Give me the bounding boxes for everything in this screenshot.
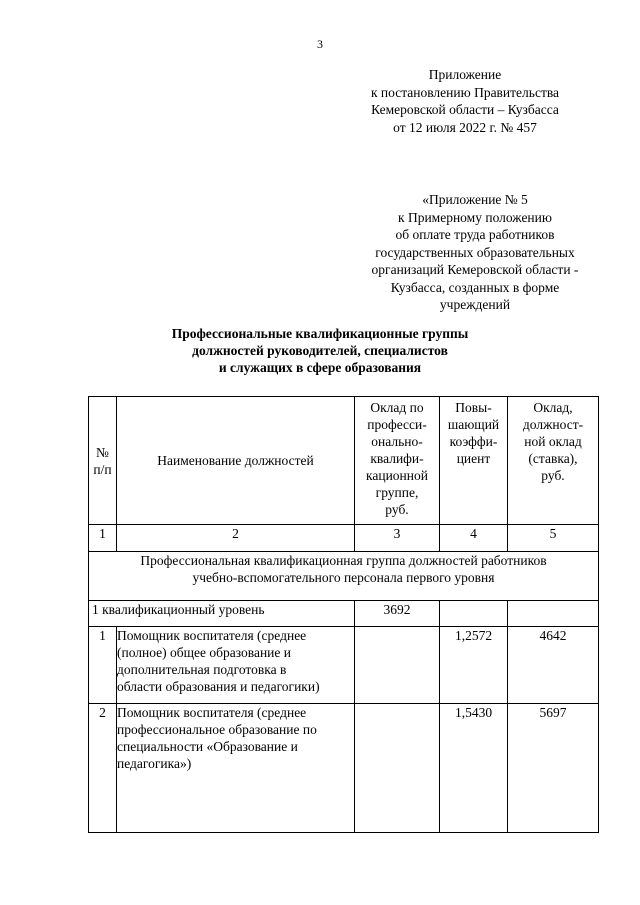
annex-5-line: организаций Кемеровской области - — [371, 262, 579, 277]
page-number: 3 — [317, 37, 323, 51]
header-official-salary: Оклад, должност- ной оклад (ставка), руб. — [508, 397, 599, 525]
header-number: № п/п — [89, 397, 117, 525]
position-name: Помощник воспитателя (среднее профессиональное образование по специальности «Образование и педагогика») — [117, 704, 355, 833]
annex-line: Приложение — [428, 67, 502, 82]
annex-line: Кемеровской области – Кузбасса — [371, 102, 559, 117]
empty-cell — [508, 601, 599, 627]
column-number-row — [89, 525, 599, 552]
position-name: Помощник воспитателя (среднее (полное) общее образование и дополнительная подготовка в области образования и педагогики) — [117, 627, 355, 704]
header-position-name: Наименование должностей — [117, 397, 355, 525]
group-title-row — [89, 552, 599, 601]
column-number: 1 — [89, 525, 117, 552]
qualification-level-salary: 3692 — [355, 601, 440, 627]
coefficient-value: 1,2572 — [440, 627, 508, 704]
table-row — [89, 704, 599, 833]
annex-line: к постановлению Правительства — [370, 84, 560, 100]
document-title — [0, 325, 640, 376]
title-line: должностей руководителей, специалистов — [192, 343, 448, 358]
coefficient-value: 1,5430 — [440, 704, 508, 833]
salary-value: 5697 — [508, 704, 599, 833]
header-group-salary: Оклад по професси- онально- квалифи- кационной группе, руб. — [355, 397, 440, 525]
column-number: 3 — [355, 525, 440, 552]
column-number: 5 — [508, 525, 599, 552]
annex-5-line: государственных образовательных — [375, 244, 575, 260]
empty-cell — [440, 601, 508, 627]
row-number: 2 — [89, 704, 117, 833]
column-number: 4 — [440, 525, 508, 552]
empty-cell — [355, 704, 440, 833]
annex-5-line: к Примерному положению — [398, 209, 552, 225]
annex-5-header — [350, 191, 600, 314]
qualification-level-label: 1 квалификационный уровень — [89, 601, 355, 627]
qualification-level-row — [89, 601, 599, 627]
table-header-row — [89, 397, 599, 525]
annex-5-line: учреждений — [439, 297, 511, 312]
annex-line: от 12 июля 2022 г. № 457 — [393, 119, 537, 135]
title-line: и служащих в сфере образования — [218, 360, 422, 375]
annex-header — [340, 66, 590, 136]
annex-5-line: об оплате труда работников — [395, 227, 555, 242]
row-number: 1 — [89, 627, 117, 704]
empty-cell — [355, 627, 440, 704]
header-coefficient: Повы- шающий коэффи- циент — [440, 397, 508, 525]
column-number: 2 — [117, 525, 355, 552]
group-title: Профессиональная квалификационная группа должностей работников учебно-вспомогательного персонала первого уровня — [89, 552, 599, 601]
annex-5-line: Кузбасса, созданных в форме — [390, 279, 560, 295]
annex-5-line: «Приложение № 5 — [422, 192, 528, 207]
salary-value: 4642 — [508, 627, 599, 704]
table-row — [89, 627, 599, 704]
salary-table — [88, 396, 599, 833]
title-line: Профессиональные квалификационные группы — [171, 326, 469, 341]
